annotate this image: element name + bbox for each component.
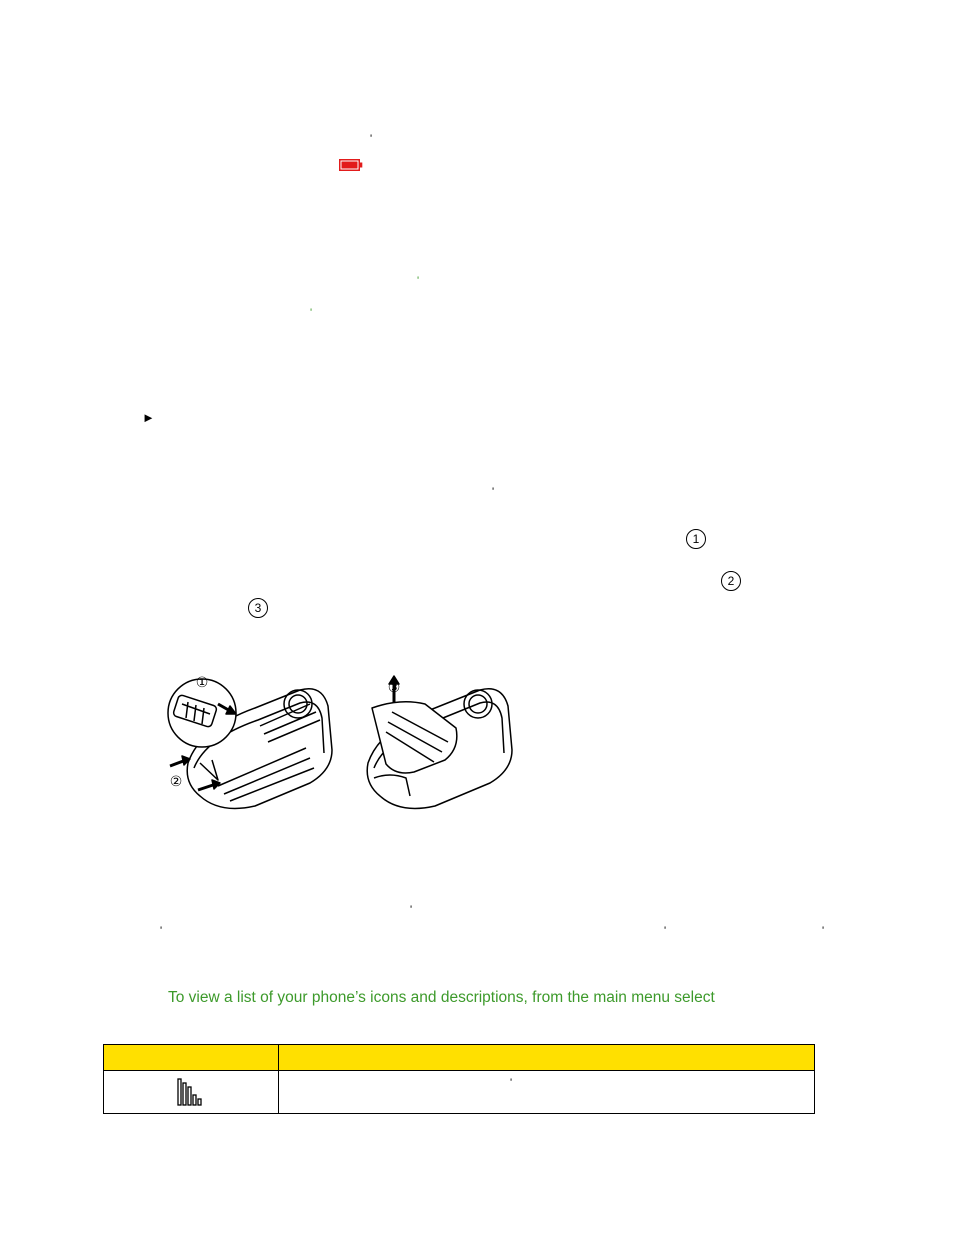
icon-table xyxy=(103,1044,815,1114)
text-fragment: ' xyxy=(492,486,495,498)
text-fragment: ' xyxy=(160,925,163,937)
text-fragment: ' xyxy=(664,925,667,937)
text-fragment: ' xyxy=(410,904,413,916)
illustration-step-3: ③ xyxy=(387,680,401,696)
table-cell-description xyxy=(279,1071,815,1114)
table-cell-icon xyxy=(104,1071,279,1114)
text-fragment: ' xyxy=(370,133,373,145)
text-fragment: ' xyxy=(417,275,420,287)
text-fragment: ' xyxy=(510,1077,513,1089)
step-2-marker: 2 xyxy=(721,571,741,591)
icons-list-note: To view a list of your phone’s icons and descriptions, from the main menu select xyxy=(168,989,715,1006)
table-row xyxy=(104,1071,815,1114)
signal-strength-icon xyxy=(176,1077,206,1107)
bullet-arrow: ► xyxy=(142,410,155,425)
text-fragment: ' xyxy=(822,925,825,937)
battery-cover-illustration xyxy=(160,668,520,816)
step-3-marker: 3 xyxy=(248,598,268,618)
text-fragment: ' xyxy=(310,307,313,319)
step-1-marker: 1 xyxy=(686,529,706,549)
battery-low-icon xyxy=(339,158,363,172)
table-header-icon xyxy=(104,1045,279,1071)
illustration-step-1: ① xyxy=(195,675,209,691)
illustration-step-2: ② xyxy=(169,774,183,790)
table-header-description xyxy=(279,1045,815,1071)
table-header-row xyxy=(104,1045,815,1071)
